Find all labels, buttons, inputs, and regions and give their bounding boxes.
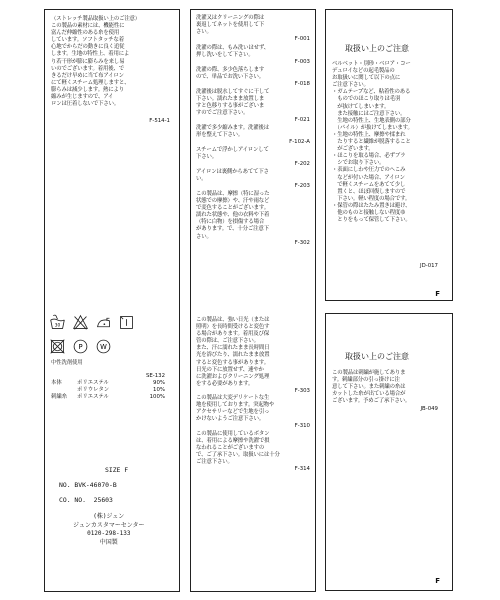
washing-blocks-top [196,15,314,247]
size-text: SIZE F [105,466,129,474]
line-dry-icon [118,314,135,331]
care-block: 洗濯後は脱水してすぐに干して 下さい。濡れたまま放置しま すと色移りする事がございま すのでご注意下さい。 F-021 [196,89,310,123]
embroidery-code: JB-049 [420,406,438,412]
svg-text:P: P [78,343,83,352]
care-symbols-row2 [49,338,112,355]
care-block: この製品に使用しているボタン は、着用による摩擦や洗濯で損 なわれることがございますの で、ご了承下さい。取扱いには十分 ご注意下さい。 F-314 [196,431,310,472]
wash-note: 中性洗剤使用 [51,360,83,366]
color-number: CO. NO. 25603 [59,496,113,504]
velvet-title: 取扱い上のご注意 [345,44,409,53]
embroidery-mark: F [435,577,440,585]
velvet-body: ベルベット・別珍・ベロア・コー デュロイなどの起毛製品の お取扱いに関して以下の点に ご注意下さい。 ・ガムテープなど、粘着性のある ものでのほこり取りは毛羽 が抜けてしまいます。 また接触にはご注意下さい。 生地の特性上、生地表側の部分 （パイル）が抜けてしまいます。 ・生地の特性上、摩擦や揉まれ たりすると繊維が脱落すること がございます。 ・ほこりを取る場合、必ずブラ シでお取り下さい。 ・表面にしわや圧力でのへこみ などが付いた場合、アイロン で軽くスチームをあてて少し 置くと、ほぼ回復しますので 下さい。軽い程度の場合です。 ・保管の際はたたみ置きは避け、 他のものと接触しない程度ゆ とりをもって保管して下さい。 [332,61,413,224]
dry-clean-p-icon [72,338,89,355]
product-number: NO. BVK-46070-B [59,481,117,489]
stretch-notice-code: F-514-1 [149,118,170,124]
wet-clean-w-icon [95,338,112,355]
composition-row: 刺繍糸 ポリエステル 100% [51,394,165,400]
care-block: アイロンは裏側からあてて下さ い。 F-203 [196,169,310,189]
composition-row: ポリウレタン 10% [77,387,165,393]
care-block: スチームで浮かしアイロンして 下さい。 F-202 [196,147,310,167]
hand-wash-30-icon [49,314,66,331]
se-code: SE-132 [145,373,165,379]
company-info: (株)ジュン ジュンカスタマーセンター 0120-298-133 中国製 [73,513,145,546]
care-symbols-row1 [49,314,135,331]
washing-blocks-bottom [196,317,314,475]
velvet-mark: F [435,290,440,298]
care-block: 洗濯の際、多少色落ちします ので、単品でお洗い下さい。 F-018 [196,67,310,87]
care-block: この製品は、摩擦（特に湿った 状態での摩擦）や、汗や雨など で変色することがございます。 濡れた状態や、他の衣料や下着 （特に白物）を損傷する場合 があります。で、十分ご注意下 さい。 F-302 [196,191,310,246]
care-label-washing [190,9,316,592]
care-label-embroidery [325,313,453,591]
composition-row: 本体 ポリエステル 90% [51,380,165,386]
no-bleach-icon [72,314,89,331]
embroidery-title: 取扱い上のご注意 [345,352,409,361]
care-block: 洗濯の際は、もみ洗いはせず、 押し洗いをして下さい。 F-003 [196,45,310,65]
care-block: この製品は大変デリケートな生 地を使用しております。突起物や アクセサリーなどで生地を引っ かけないようご注意下さい。 F-310 [196,395,310,429]
svg-text:W: W [100,343,107,352]
no-tumble-dry-icon [49,338,66,355]
composition-table [51,380,165,401]
stretch-notice-text: （ストレッチ製品取扱い上のご注意） この製品の素材には、機能性に 富んだ伸縮性のある糸を使用 しています。ソフトタッチな着 心地でからだの動きに良く追従 します。生地の特性上、着用によ り若干形が膨に膨らみを来し易 いのでございます。着用後、で きるだけ早めに当て布アイロン にて軽くスチーム処理しますと、 膨らみは減少します。熱により 縮みが生じますので、アイ ロンは圧着しないで下さい。 [51,16,141,108]
care-block: 洗濯で多少縮みます。洗濯後は 形を整えて下さい。 F-102-A [196,125,310,145]
care-block: 洗濯又はクリーニングの際は 裏返してネットを使用して下 さい。 F-001 [196,15,310,42]
embroidery-body: この製品は刺繍が施してありま す。刺繍部分の引っ掛けに注 意して下さい。また刺繍の糸は カットした糸が出ている場合が ございます。予めご了承下さい。 [332,370,411,405]
care-label-velvet [325,9,453,301]
svg-text:30: 30 [54,323,61,329]
iron-low-icon [95,314,112,331]
velvet-code: JD-017 [420,263,438,269]
care-label-stretch [44,9,180,592]
care-block: この製品は、強い日光（または 照明）を長時間受けると変色す る場合があります。着用及び保 管の際は、ご注意下さい。 また、汗に濡れたまま長時間日 光を浴びたり、濡れたまま放置 すると変色する事があります。 日光の下に放置せず、速やか に洗濯およびクリーニング処理 をする必要があります。 F-303 [196,317,310,394]
